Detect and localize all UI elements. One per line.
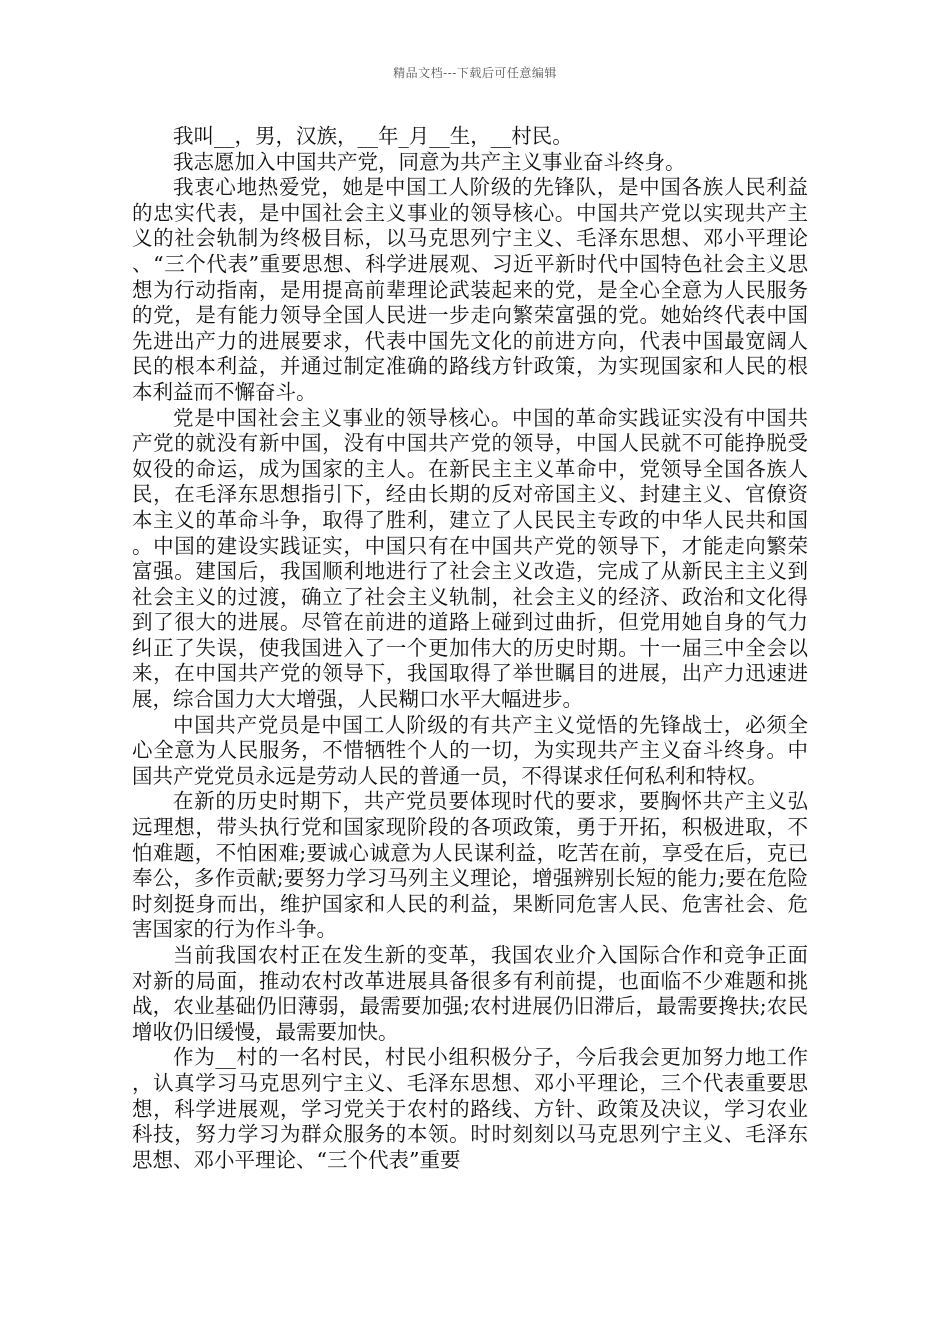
paragraph-intro: 我叫__，男，汉族，__年_月__生，__村民。 <box>173 124 573 148</box>
paragraph-rural-reform: 当前我国农村正在发生新的变革，我国农业介入国际合作和竞争正面对新的局面，推动农村改革进展具备很多有利前提，也面临不少难题和挑战，农业基础仍旧薄弱，最需要加强;农村进展仍旧滞后，最需要搀扶;农民增收仍旧缓慢，最需要加快。 <box>132 943 808 1044</box>
paragraph-new-era: 在新的历史时期下，共产党员要体现时代的要求，要胸怀共产主义弘远理想，带头执行党和国家现阶段的各项政策，勇于开拓，积极进取，不怕难题，不怕困难;要诚心诚意为人民谋利益，吃苦在前，享受在后，克已奉公，多作贡献;要努力学习马列主义理论，增强辨别长短的能力;要在危险时刻挺身而出，维护国家和人民的利益，果断同危害人民、危害社会、危害国家的行为作斗争。 <box>132 789 808 942</box>
paragraph-party-member: 中国共产党员是中国工人阶级的有共产主义觉悟的先锋战士，必须全心全意为人民服务，不惜牺牲个人的一切，为实现共产主义奋斗终身。中国共产党党员永远是劳动人民的普通一员，不得谋求任何私利和特权。 <box>132 712 808 788</box>
paragraph-love-party: 我衷心地热爱党，她是中国工人阶级的先锋队，是中国各族人民利益的忠实代表，是中国社会主义事业的领导核心。中国共产党以实现共产主义的社会轨制为终极目标，以马克思列宁主义、毛泽东思想、邓小平理论、“三个代表”重要思想、科学进展观、习近平新时代中国特色社会主义思想为行动指南，是用提高前辈理论武装起来的党，是全心全意为人民服务的党，是有能力领导全国人民进一步走向繁荣富强的党。她始终代表中国先进出产力的进展要求，代表中国先文化的前进方向，代表中国最宽阔人民的根本利益，并通过制定准确的路线方针政策，为实现国家和人民的根本利益而不懈奋斗。 <box>132 175 808 404</box>
document-body <box>132 124 808 1173</box>
paragraph-leadership-core: 党是中国社会主义事业的领导核心。中国的革命实践证实没有中国共产党的就没有新中国，没有中国共产党的领导，中国人民就不可能挣脱受奴役的命运，成为国家的主人。在新民主主义革命中，党领导全国各族人民，在毛泽东思想指引下，经由长期的反对帝国主义、封建主义、官僚资本主义的革命斗争，取得了胜利，建立了人民民主专政的中华人民共和国。中国的建设实践证实，中国只有在中国共产党的领导下，才能走向繁荣富强。建国后，我国顺利地进行了社会主义改造，完成了从新民主主义到社会主义的过渡，确立了社会主义轨制，社会主义的经济、政治和文化得到了很大的进展。尽管在前进的道路上碰到过曲折，但党用她自身的气力纠正了失误，使我国进入了一个更加伟大的历史时期。十一届三中全会以来，在中国共产党的领导下，我国取得了举世瞩目的进展，出产力迅速进展，综合国力大大增强，人民糊口水平大幅进步。 <box>132 405 808 712</box>
page-header-watermark: 精品文档---下载后可任意编辑 <box>393 66 557 80</box>
paragraph-commitment: 作为__村的一名村民，村民小组积极分子，今后我会更加努力地工作，认真学习马克思列宁主义、毛泽东思想、邓小平理论，三个代表重要思想，科学进展观，学习党关于农村的路线、方针、政策及决议，学习农业科技，努力学习为群众服务的本领。时时刻刻以马克思列宁主义、毛泽东思想、邓小平理论、“三个代表”重要 <box>132 1045 808 1172</box>
paragraph-pledge: 我志愿加入中国共产党，同意为共产主义事业奋斗终身。 <box>173 149 686 174</box>
